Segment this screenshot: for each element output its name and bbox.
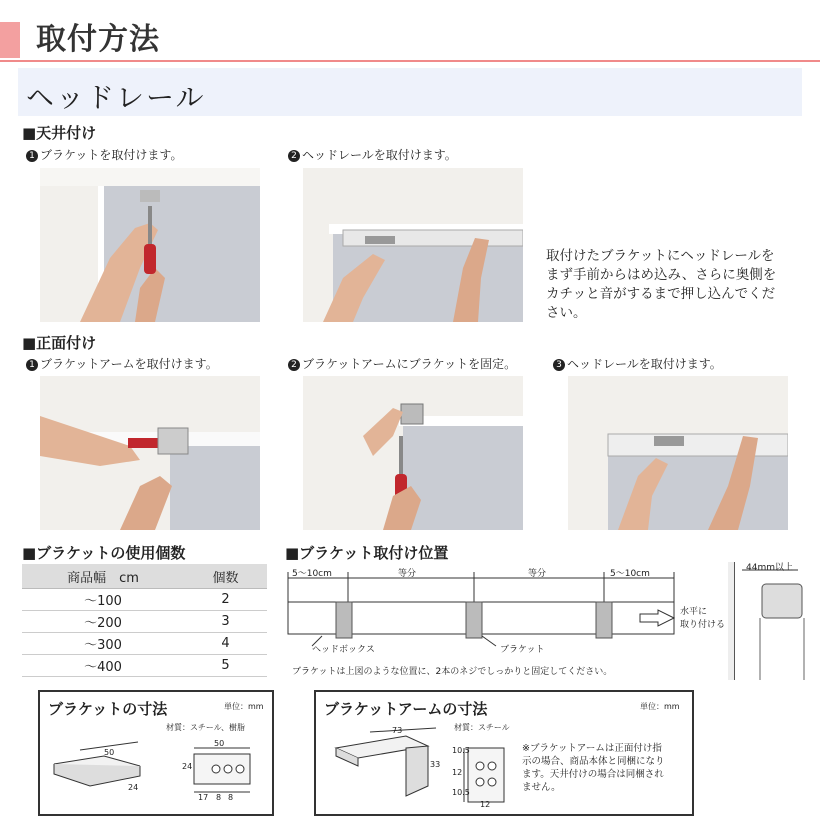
arm-v2-label: 12 xyxy=(452,768,463,777)
dim-label-1: 5～10cm xyxy=(292,569,332,579)
bracket-rect xyxy=(596,602,612,638)
front-heading: ■正面付け xyxy=(22,334,97,352)
usage-table xyxy=(22,564,267,677)
hole xyxy=(488,778,496,786)
cell-count: 2 xyxy=(184,589,267,611)
ceiling-heading: ■天井付け xyxy=(22,124,97,142)
table-header-row xyxy=(22,564,267,589)
headbox-label: ヘッドボックス xyxy=(312,645,375,655)
dim-line xyxy=(370,728,436,732)
dim-label-2: 等分 xyxy=(398,569,417,579)
position-heading: ■ブラケット取付け位置 xyxy=(285,544,449,562)
photo-front-bracket xyxy=(303,376,523,530)
bracket-front-width-label: 50 xyxy=(214,739,225,748)
column-header-count: 個数 xyxy=(184,564,267,589)
arm-dims-material: 材質：スチール xyxy=(454,723,510,732)
arm-length-label: 73 xyxy=(392,726,403,735)
dim-label-4: 5～10cm xyxy=(610,569,650,579)
arm-drawing xyxy=(320,726,516,810)
position-diagram xyxy=(282,562,820,680)
horizontal-label-2: 取り付ける xyxy=(680,620,726,630)
arm-front xyxy=(468,748,504,802)
dim-label-3: 等分 xyxy=(528,569,547,579)
title-accent xyxy=(0,22,20,58)
table-row xyxy=(22,655,267,677)
bracket-b-label: 8 xyxy=(216,793,222,802)
section-subtitle: ヘッドレール xyxy=(26,81,206,114)
hole xyxy=(476,778,484,786)
arm-note: ※ブラケットアームは正面付け指 示の場合、商品本体と同梱になり ます。天井付けの場合は同梱され ません。 xyxy=(522,743,665,793)
table-row xyxy=(22,589,267,611)
cell-width: ～200 xyxy=(22,611,184,633)
page-title: 取付方法 xyxy=(36,22,160,57)
arm-v1-label: 10.5 xyxy=(452,746,470,755)
front-step-1: 1 ブラケットアームを取付けます。 xyxy=(26,355,218,372)
cell-count: 4 xyxy=(184,633,267,655)
bracket-dims-unit: 単位：mm xyxy=(224,702,264,711)
side-wall xyxy=(728,562,734,680)
hole xyxy=(224,765,232,773)
photo-front-headrail xyxy=(568,376,788,530)
photo-ceiling-headrail xyxy=(303,168,523,322)
bracket-rect xyxy=(466,602,482,638)
bracket-rect xyxy=(336,602,352,638)
hole xyxy=(488,762,496,770)
arm-iso-leg xyxy=(406,746,428,796)
ceiling-description: 取付けたブラケットにヘッドレールを まず手前からはめ込み、さらに奥側を カチッと音がするまで押し込んでくだ さい。 xyxy=(546,248,777,321)
bracket-label: ブラケット xyxy=(500,645,545,655)
bracket-a-label: 17 xyxy=(198,793,209,802)
arm-bottom-label: 12 xyxy=(480,800,491,809)
cell-count: 5 xyxy=(184,655,267,677)
ceiling-step-1: 1 ブラケットを取付けます。 xyxy=(26,146,182,163)
bracket-dims-title: ブラケットの寸法 xyxy=(48,700,168,718)
bracket-c-label: 8 xyxy=(228,793,234,802)
photo-ceiling-bracket xyxy=(40,168,260,322)
cell-width: ～400 xyxy=(22,655,184,677)
ceiling-step-2: 2 ヘッドレールを取付けます。 xyxy=(288,146,457,163)
arm-dims-unit: 単位：mm xyxy=(640,702,680,711)
usage-heading: ■ブラケットの使用個数 xyxy=(22,544,186,562)
column-header-width: 商品幅 cm xyxy=(22,564,184,589)
position-note: ブラケットは上図のような位置に、2本のネジでしっかりと固定してください。 xyxy=(292,667,613,677)
cell-width: ～100 xyxy=(22,589,184,611)
cell-width: ～300 xyxy=(22,633,184,655)
leader-line xyxy=(482,636,496,646)
hole xyxy=(476,762,484,770)
arm-height-label: 33 xyxy=(430,760,441,769)
table-row xyxy=(22,633,267,655)
bracket-width-label: 50 xyxy=(104,748,115,757)
horizontal-label-1: 水平に xyxy=(680,607,708,617)
side-headbox xyxy=(762,584,802,618)
hole xyxy=(236,765,244,773)
photo-front-arm xyxy=(40,376,260,530)
table-row xyxy=(22,611,267,633)
front-step-3: 3 ヘッドレールを取付けます。 xyxy=(553,355,722,372)
front-step-2: 2 ブラケットアームにブラケットを固定。 xyxy=(288,355,516,372)
bracket-dims-material: 材質：スチール、樹脂 xyxy=(166,723,246,732)
arm-dims-title: ブラケットアームの寸法 xyxy=(324,700,488,718)
arm-v3-label: 10.5 xyxy=(452,788,470,797)
cell-count: 3 xyxy=(184,611,267,633)
bracket-height-label: 24 xyxy=(182,762,193,771)
hole xyxy=(212,765,220,773)
bracket-depth-label: 24 xyxy=(128,783,139,792)
side-dimension-label: 44mm以上 xyxy=(746,563,793,573)
